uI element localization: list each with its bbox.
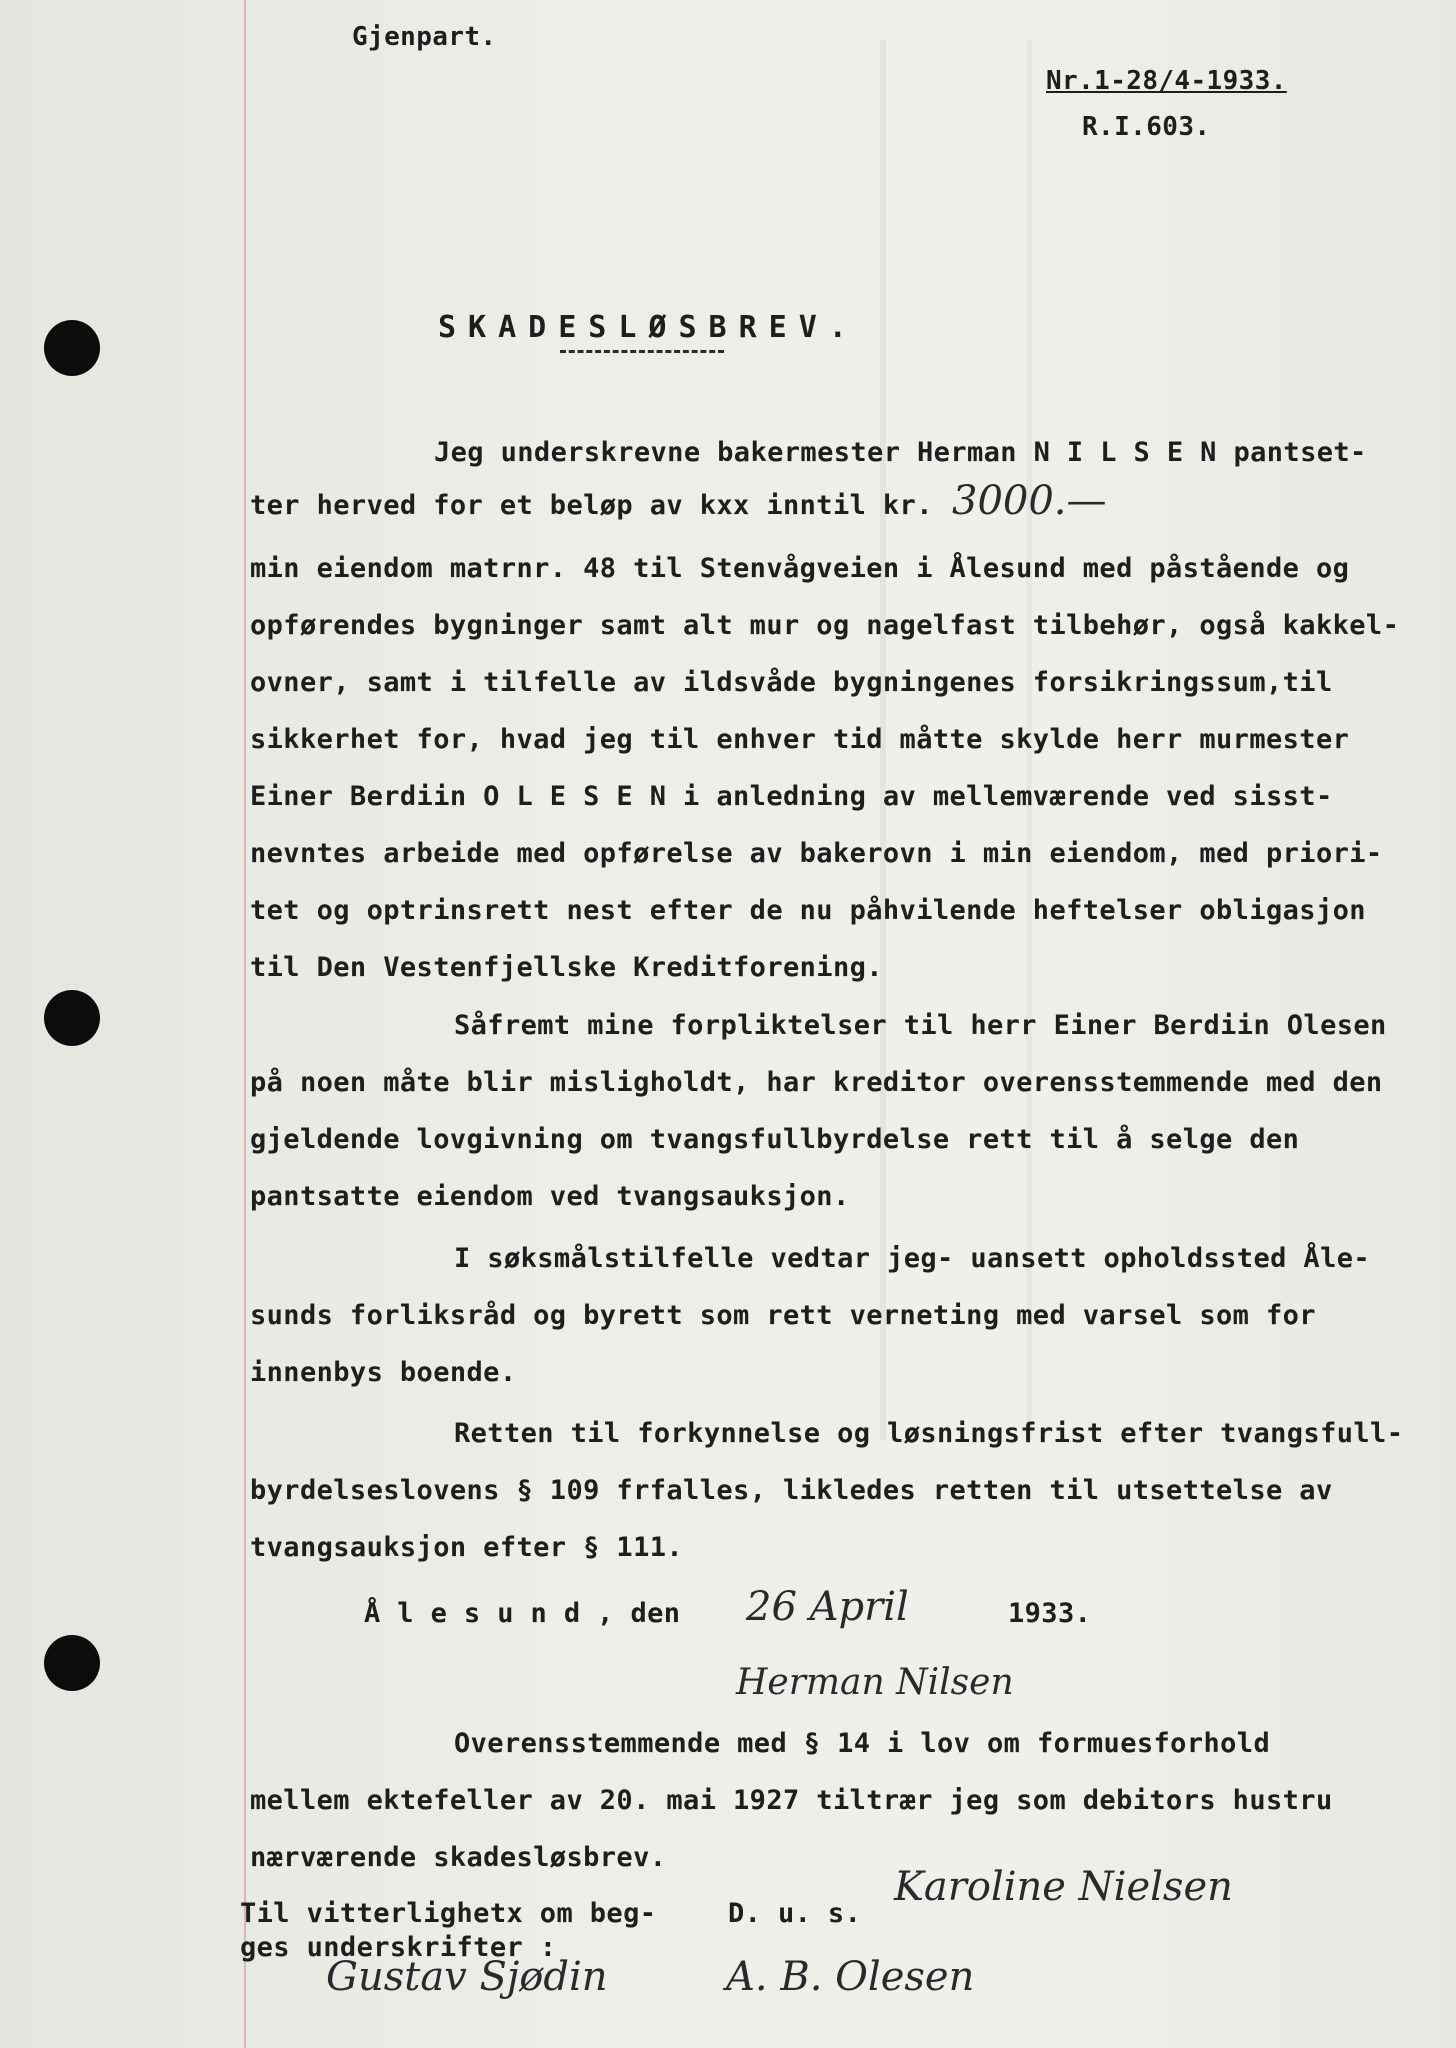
body-line-18: Retten til forkynnelse og løsningsfrist efter tvangsfull-: [454, 1418, 1404, 1449]
signature-witness-2: A. B. Olesen: [726, 1954, 975, 2000]
margin-line: [244, 0, 246, 2048]
signature-witness-1: Gustav Sjødin: [326, 1954, 608, 2000]
body-line-11: Såfremt mine forpliktelser til herr Einer Berdiin Olesen: [454, 1010, 1387, 1041]
body-line-17: innenbys boende.: [250, 1357, 517, 1388]
punch-hole-middle: [44, 990, 100, 1046]
body-line-19: byrdelseslovens § 109 frfalles, likledes retten til utsettelse av: [250, 1475, 1333, 1506]
signature-wife: Karoline Nielsen: [894, 1864, 1233, 1910]
header-gjenpart: Gjenpart.: [352, 22, 497, 52]
body-line-4: opførendes bygninger samt alt mur og nagelfast tilbehør, også kakkel-: [250, 610, 1400, 641]
body-line-3: min eiendom matrnr. 48 til Stenvågveien i Ålesund med påstående og: [250, 553, 1350, 584]
body-line-2: ter herved for et beløp av kxx inntil kr.: [250, 490, 933, 521]
body-line-14: pantsatte eiendom ved tvangsauksjon.: [250, 1181, 850, 1212]
handwritten-amount: 3000.—: [952, 478, 1107, 524]
body-line-13: gjeldende lovgivning om tvangsfullbyrdelse rett til å selge den: [250, 1124, 1300, 1155]
body-line-12: på noen måte blir misligholdt, har kreditor overensstemmende med den: [250, 1067, 1383, 1098]
body-line-15: I søksmålstilfelle vedtar jeg- uansett opholdssted Åle-: [454, 1243, 1371, 1274]
body-line-16: sunds forliksråd og byrett som rett verneting med varsel som for: [250, 1300, 1316, 1331]
year: 1933.: [1008, 1598, 1092, 1629]
body-line-8: nevntes arbeide med opførelse av bakerovn i min eiendom, med priori-: [250, 838, 1383, 869]
witness-line-1: Til vitterlighetx om beg-: [240, 1898, 657, 1929]
body-line-7: Einer Berdiin O L E S E N i anledning av mellemværende ved sisst-: [250, 781, 1333, 812]
body-line-1: Jeg underskrevne bakermester Herman N I L S E N pantset-: [434, 437, 1367, 468]
consent-line-1: Overensstemmende med § 14 i lov om formuesforhold: [454, 1728, 1271, 1759]
document-title: SKADESLØSBREV.: [438, 310, 859, 345]
place-date-line: Å l e s u n d , den: [364, 1598, 681, 1629]
punch-hole-top: [44, 320, 100, 376]
dus-mark: D. u. s.: [728, 1898, 862, 1929]
title-underline: [560, 350, 724, 353]
witness-line-2: ges underskrifter :: [240, 1932, 557, 1963]
signature-debtor: Herman Nilsen: [736, 1662, 1014, 1703]
body-line-9: tet og optrinsrett nest efter de nu påhvilende heftelser obligasjon: [250, 895, 1366, 926]
header-ref-number: Nr.1-28/4-1933.: [1046, 66, 1287, 96]
handwritten-date: 26 April: [746, 1584, 909, 1630]
body-line-20: tvangsauksjon efter § 111.: [250, 1532, 684, 1563]
body-line-6: sikkerhet for, hvad jeg til enhver tid måtte skylde herr murmester: [250, 724, 1350, 755]
header-ref-register: R.I.603.: [1082, 112, 1211, 142]
consent-line-2: mellem ektefeller av 20. mai 1927 tiltrær jeg som debitors hustru: [250, 1785, 1333, 1816]
body-line-5: ovner, samt i tilfelle av ildsvåde bygningenes forsikringssum,til: [250, 667, 1333, 698]
punch-hole-bottom: [44, 1635, 100, 1691]
body-line-10: til Den Vestenfjellske Kreditforening.: [250, 952, 883, 983]
consent-line-3: nærværende skadesløsbrev.: [250, 1842, 667, 1873]
